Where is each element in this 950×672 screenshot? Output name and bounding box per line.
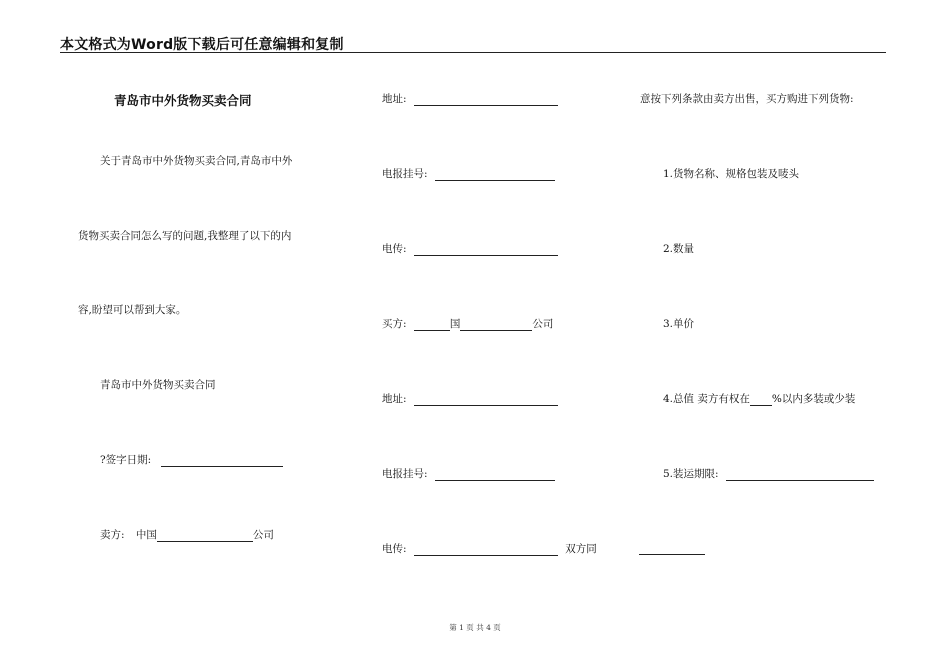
intro-line-2: 货物买卖合同怎么写的问题,我整理了以下的内 — [78, 230, 292, 242]
clause-2: 2.数量 — [663, 243, 695, 255]
intro-line-3: 容,盼望可以帮到大家。 — [78, 304, 187, 316]
seller-address-label: 地址: — [382, 93, 407, 105]
buyer-telegraph-blank — [435, 469, 555, 481]
seller-address-blank — [414, 94, 558, 106]
document-title: 青岛市中外货物买卖合同 — [114, 93, 252, 108]
page-footer: 第 1 页 共 4 页 — [449, 623, 501, 632]
sign-date-blank — [161, 455, 283, 467]
seller-company-suffix: 公司 — [252, 529, 274, 541]
buyer-telegraph-row — [382, 467, 555, 481]
shipment-period-blank — [726, 469, 874, 481]
buyer-telegraph-label: 电报挂号: — [382, 468, 428, 480]
buyer-address-label: 地址: — [382, 393, 407, 405]
contract-title: 青岛市中外货物买卖合同 — [100, 379, 216, 391]
seller-fax-row — [382, 242, 558, 256]
seller-telegraph-row — [382, 167, 555, 181]
seller-fax-label: 电传: — [382, 243, 407, 255]
clause-4-percent-blank — [750, 394, 772, 406]
clause-4-suffix: %以内多装或少装 — [771, 393, 856, 405]
clause-1: 1.货物名称、规格包装及唛头 — [663, 168, 800, 180]
seller-address-row — [382, 92, 558, 106]
buyer-fax-row — [382, 542, 597, 556]
header-title: 本文格式为Word版下载后可任意编辑和复制 — [60, 37, 344, 53]
clause-3: 3.单价 — [663, 318, 695, 330]
seller-row — [100, 528, 274, 542]
buyer-company-blank — [460, 319, 532, 331]
buyer-country-blank — [414, 319, 450, 331]
both-parties-text: 双方同 — [565, 543, 597, 555]
sign-date-row — [100, 453, 283, 467]
seller-country: 中国 — [135, 529, 157, 541]
agreement-text: 意按下列条款由卖方出售，买方购进下列货物: — [640, 93, 854, 105]
buyer-fax-blank — [414, 544, 558, 556]
seller-telegraph-blank — [435, 169, 555, 181]
buyer-country-suffix: 国 — [449, 318, 461, 330]
buyer-company-suffix: 公司 — [532, 318, 554, 330]
seller-telegraph-label: 电报挂号: — [382, 168, 428, 180]
continuation-blank — [639, 543, 705, 555]
buyer-address-row — [382, 392, 558, 406]
seller-company-blank — [157, 530, 253, 542]
buyer-address-blank — [414, 394, 558, 406]
clause-4-prefix: 4.总值 卖方有权在 — [663, 393, 750, 405]
buyer-label: 买方: — [382, 318, 407, 330]
seller-label: 卖方: — [100, 529, 125, 541]
seller-fax-blank — [414, 244, 558, 256]
clause-4 — [663, 392, 855, 406]
clause-5 — [663, 467, 874, 481]
document-header — [60, 34, 886, 53]
buyer-row — [382, 317, 553, 331]
sign-date-label: ?签字日期: — [100, 454, 152, 466]
intro-line-1: 关于青岛市中外货物买卖合同,青岛市中外 — [100, 155, 293, 167]
buyer-fax-label: 电传: — [382, 543, 407, 555]
clause-5-label: 5.装运期限: — [663, 468, 719, 480]
